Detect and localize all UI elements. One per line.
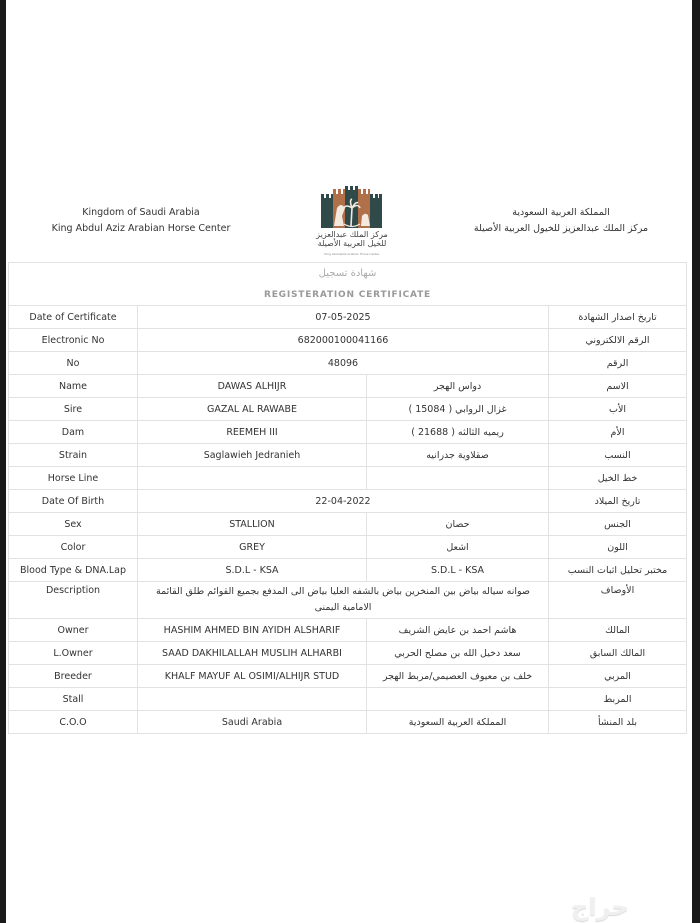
value-ar: سعد دخيل الله بن مصلح الحربي <box>367 642 549 664</box>
label-en: C.O.O <box>9 711 138 733</box>
row-sex <box>9 513 686 536</box>
value-ar: اشعل <box>367 536 549 558</box>
description-value: صوانه سياله بياض بين المنخرين بياض بالشفه العليا بياض الى المدفع بجميع القوائم طلق القائمة الامامية اليمنى <box>138 582 549 618</box>
value-en: KHALF MAYUF AL OSIMI/ALHIJR STUD <box>138 665 367 687</box>
row-date-of-certificate <box>9 306 686 329</box>
label-ar: الاسم <box>606 380 629 392</box>
country-en: Kingdom of Saudi Arabia <box>82 207 200 218</box>
label-en: Horse Line <box>9 467 138 489</box>
row-color <box>9 536 686 559</box>
row-name <box>9 375 686 398</box>
certificate-table <box>8 262 687 734</box>
value-ar: S.D.L - KSA <box>367 559 549 581</box>
row-country-of-origin <box>9 711 686 733</box>
value: 07-05-2025 <box>138 306 549 328</box>
row-horse-line <box>9 467 686 490</box>
value-ar: هاشم احمد بن عايض الشريف <box>367 619 549 641</box>
label-ar: تاريخ الميلاد <box>594 495 641 507</box>
label-ar: بلد المنشأ <box>597 716 638 728</box>
value: 48096 <box>138 352 549 374</box>
value-en: GAZAL AL RAWABE <box>138 398 367 420</box>
row-strain <box>9 444 686 467</box>
value-en: STALLION <box>138 513 367 535</box>
label-ar: الأم <box>610 426 625 438</box>
label-ar: الرقم الالكتروني <box>585 334 650 346</box>
logo-tower-1 <box>321 198 333 228</box>
row-blood-type <box>9 559 686 582</box>
label-en: Sire <box>9 398 138 420</box>
logo-caption-ar <box>306 230 398 248</box>
value-en: SAAD DAKHILALLAH MUSLIH ALHARBI <box>138 642 367 664</box>
label-en: L.Owner <box>9 642 138 664</box>
value-ar: خلف بن معيوف العصيمي/مربط الهجر <box>367 665 549 687</box>
logo-tower-5 <box>370 198 382 228</box>
row-sire <box>9 398 686 421</box>
label-ar: النسب <box>604 449 631 461</box>
label-ar: المربي <box>604 670 631 682</box>
label-en: Breeder <box>9 665 138 687</box>
label-ar: الأب <box>609 403 627 415</box>
label-en: Strain <box>9 444 138 466</box>
certificate-title-en: REGISTERATION CERTIFICATE <box>9 285 686 306</box>
value-ar <box>367 688 549 710</box>
value-en: S.D.L - KSA <box>138 559 367 581</box>
label-en: Description <box>9 582 138 618</box>
value-ar: حصان <box>367 513 549 535</box>
label-en: Electronic No <box>9 329 138 351</box>
logo-caption-ar-line2: للخيل العربية الأصيلة <box>317 239 387 248</box>
row-date-of-birth <box>9 490 686 513</box>
label-en: Date Of Birth <box>9 490 138 512</box>
country-ar: المملكة العربية السعودية <box>512 207 610 218</box>
header-right <box>466 205 656 237</box>
value: 22-04-2022 <box>138 490 549 512</box>
label-en: Dam <box>9 421 138 443</box>
value-ar: دواس الهجر <box>367 375 549 397</box>
center-name-ar: مركز الملك عبدالعزيز للخيول العربية الأصيلة <box>473 223 649 234</box>
value-en: DAWAS ALHIJR <box>138 375 367 397</box>
value-en: GREY <box>138 536 367 558</box>
label-ar: المربط <box>603 693 632 705</box>
row-description <box>9 582 686 619</box>
label-ar: مختبر تحليل اثبات النسب <box>567 564 668 576</box>
label-en: Owner <box>9 619 138 641</box>
row-stall <box>9 688 686 711</box>
value-ar: صقلاوية جدرانيه <box>367 444 549 466</box>
label-en: Color <box>9 536 138 558</box>
label-en: Stall <box>9 688 138 710</box>
label-en: Sex <box>9 513 138 535</box>
row-electronic-no <box>9 329 686 352</box>
value-en: HASHIM AHMED BIN AYIDH ALSHARIF <box>138 619 367 641</box>
header-left <box>46 205 236 237</box>
certificate-page <box>6 0 692 923</box>
value-en: Saudi Arabia <box>138 711 367 733</box>
label-en: Date of Certificate <box>9 306 138 328</box>
label-ar: خط الخيل <box>597 472 638 484</box>
center-name-en: King Abdul Aziz Arabian Horse Center <box>51 223 231 234</box>
label-ar: المالك <box>605 624 630 636</box>
label-en: Blood Type & DNA.Lap <box>9 559 138 581</box>
value-ar: غزال الروابي ( 15084 ) <box>367 398 549 420</box>
label-ar: تاريخ اصدار الشهادة <box>578 311 657 323</box>
label-ar: الأوصاف <box>600 585 635 596</box>
row-dam <box>9 421 686 444</box>
label-ar: المالك السابق <box>589 647 646 659</box>
row-last-owner <box>9 642 686 665</box>
value-en: REEMEH III <box>138 421 367 443</box>
label-en: Name <box>9 375 138 397</box>
label-en: No <box>9 352 138 374</box>
logo-caption-en: King Abdulaziz Arabian Horse Center <box>324 252 380 256</box>
value-ar <box>367 467 549 489</box>
value: 682000100041166 <box>138 329 549 351</box>
logo-caption-ar-line1: مركز الملك عبدالعزيز <box>316 230 388 239</box>
haraj-watermark: حراج <box>571 893 629 921</box>
value-en: Saglawieh Jedranieh <box>138 444 367 466</box>
row-breeder <box>9 665 686 688</box>
label-ar: الرقم <box>606 357 629 369</box>
label-ar: اللون <box>607 541 628 553</box>
value-en <box>138 688 367 710</box>
row-owner <box>9 619 686 642</box>
value-en <box>138 467 367 489</box>
certificate-title-ar: شهادة تسجيل <box>318 268 377 279</box>
row-no <box>9 352 686 375</box>
value-ar: المملكة العربية السعودية <box>367 711 549 733</box>
label-ar: الجنس <box>604 518 631 530</box>
value-ar: ريميه الثالثه ( 21688 ) <box>367 421 549 443</box>
